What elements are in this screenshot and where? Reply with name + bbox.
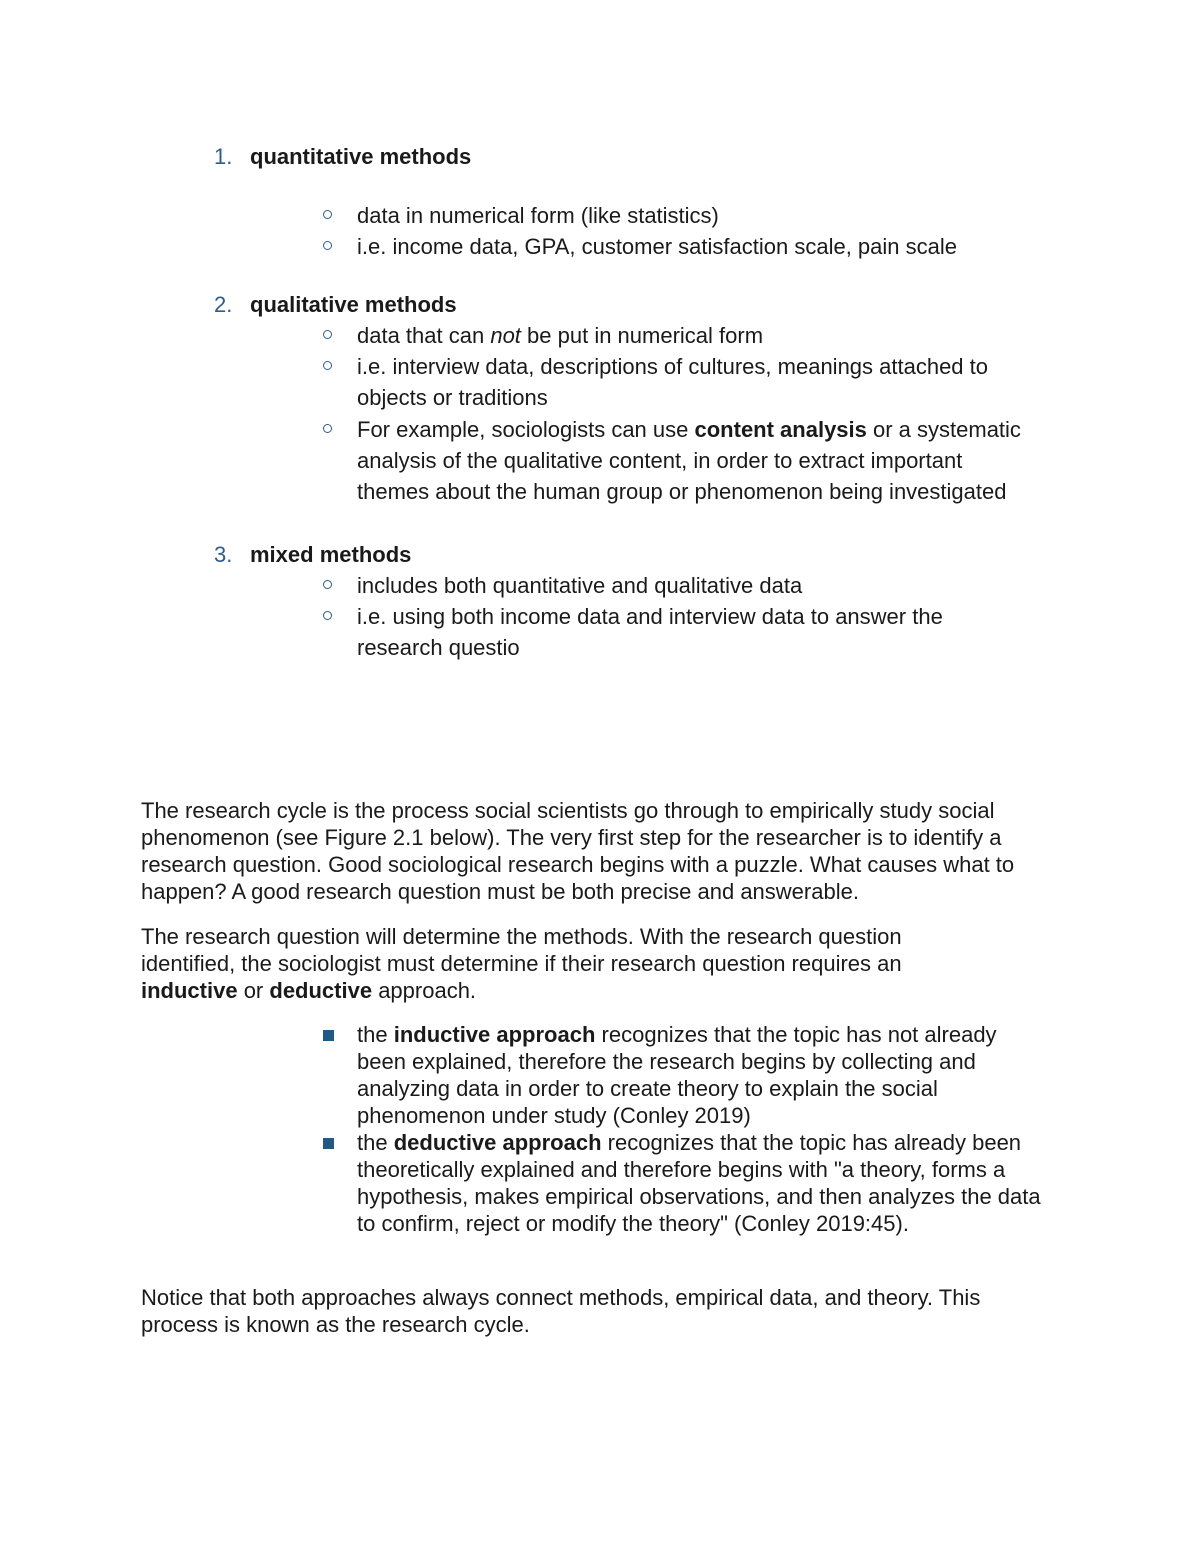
paragraph-research-cycle: The research cycle is the process social scientists go through to empirically study social phenomenon (see Figure 2.1 below). The very first step for the researcher is to identify a research question. Good sociological research begins with a puzzle. What causes what to happen? A good research question must be both precise and answerable. bbox=[141, 798, 1015, 904]
paragraph-notice: Notice that both approaches always connect methods, empirical data, and theory. This process is known as the research cycle. bbox=[141, 1285, 981, 1337]
list-item-deductive: the deductive approach recognizes that the topic has already been theoretically explained and therefore begins with "a theory, forms a hypothesis, makes empirical observations, and then analyzes the data to confirm, reject or modify the theory" (Conley 2019:45). bbox=[357, 1130, 1041, 1236]
bold-term: content analysis bbox=[694, 417, 867, 442]
list-number: 3. bbox=[214, 542, 233, 567]
square-bullet-icon bbox=[323, 1138, 334, 1149]
bold-term: inductive bbox=[141, 978, 238, 1003]
list-item: i.e. using both income data and interview data to answer the research questio bbox=[357, 604, 943, 660]
list-item: i.e. income data, GPA, customer satisfaction scale, pain scale bbox=[357, 234, 957, 259]
circle-bullet-icon bbox=[323, 611, 332, 620]
circle-bullet-icon bbox=[323, 330, 332, 339]
emphasis-text: not bbox=[490, 323, 521, 348]
circle-bullet-icon bbox=[323, 241, 332, 250]
list-item-inductive: the inductive approach recognizes that the topic has not already been explained, therefore the research begins by collecting and analyzing data in order to create theory to explain the social phenomenon under study (Conley 2019) bbox=[357, 1022, 997, 1128]
list-number: 1. bbox=[214, 144, 233, 169]
circle-bullet-icon bbox=[323, 210, 332, 219]
list-number: 2. bbox=[214, 292, 233, 317]
list-item: i.e. interview data, descriptions of cultures, meanings attached to objects or traditions bbox=[357, 354, 989, 410]
paragraph-research-question: The research question will determine the methods. With the research question identified, the sociologist must determine if their research question requires an inductive or deductive approach. bbox=[141, 924, 902, 1003]
list-item: data that can not be put in numerical form bbox=[357, 323, 764, 348]
square-bullet-icon bbox=[323, 1030, 334, 1041]
circle-bullet-icon bbox=[323, 580, 332, 589]
list-item: data in numerical form (like statistics) bbox=[357, 203, 719, 228]
list-heading-quantitative: quantitative methods bbox=[250, 144, 472, 169]
list-heading-mixed: mixed methods bbox=[250, 542, 412, 567]
list-item: includes both quantitative and qualitative data bbox=[357, 573, 803, 598]
circle-bullet-icon bbox=[323, 424, 332, 433]
bold-term: deductive approach bbox=[393, 1130, 602, 1155]
list-item: For example, sociologists can use content analysis or a systematic analysis of the qualitative content, in order to extract important themes about the human group or phenomenon being investigated bbox=[357, 417, 1021, 504]
bold-term: deductive bbox=[269, 978, 373, 1003]
circle-bullet-icon bbox=[323, 361, 332, 370]
bold-term: inductive approach bbox=[393, 1022, 596, 1047]
list-heading-qualitative: qualitative methods bbox=[250, 292, 457, 317]
